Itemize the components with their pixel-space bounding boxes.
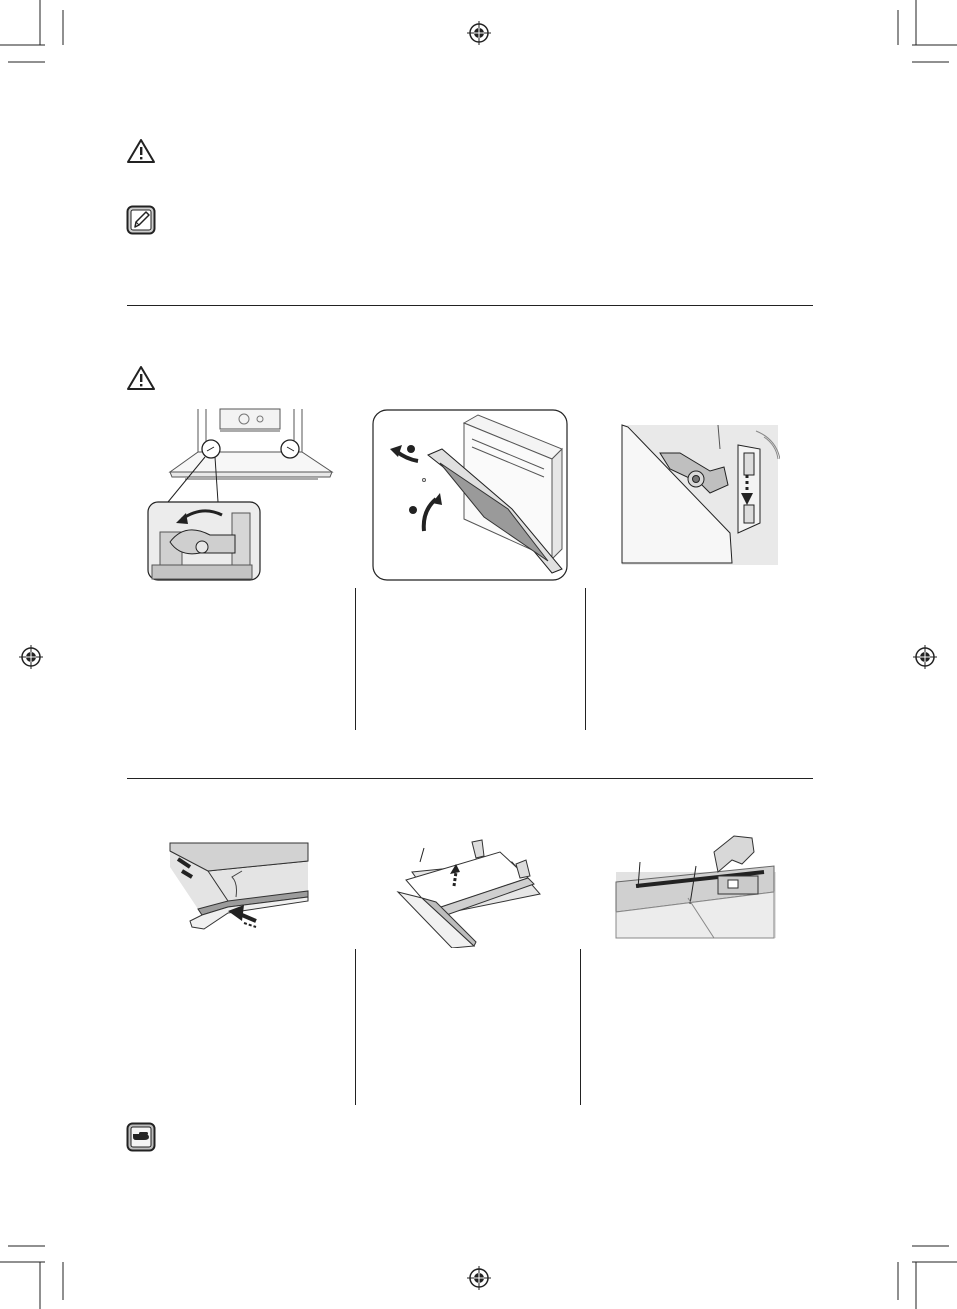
warning-triangle-icon [126,138,156,164]
column-divider [355,588,356,730]
registration-mark-icon [467,1266,491,1290]
note-pencil-icon [126,205,156,235]
section-divider [127,778,813,779]
column-divider [580,949,581,1105]
registration-mark-icon [19,645,43,669]
door-removal-illustration [372,409,568,581]
registration-mark-icon [913,645,937,669]
hinge-lever-illustration [140,407,365,582]
pointing-hand-icon [126,1122,156,1152]
column-divider [355,949,356,1105]
door-corner-press-illustration [168,841,310,936]
inner-glass-detail-illustration [614,832,776,940]
warning-triangle-icon [126,365,156,391]
glass-panel-lift-illustration [392,838,542,948]
column-divider [585,588,586,730]
hinge-slot-illustration [620,423,780,565]
section-divider [127,305,813,306]
registration-mark-icon [467,21,491,45]
